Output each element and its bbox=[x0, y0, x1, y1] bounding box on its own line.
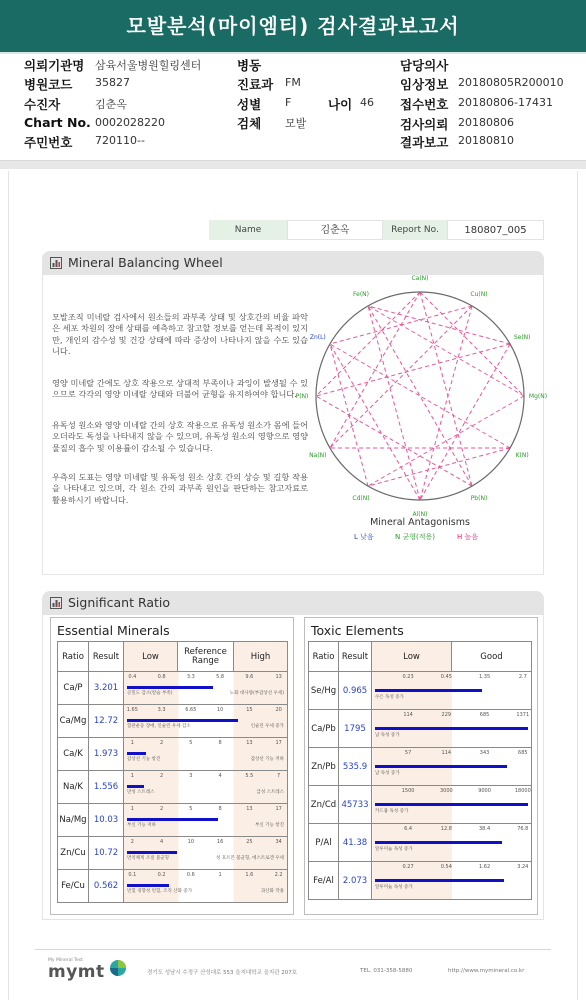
tick-label: 1 bbox=[130, 740, 134, 746]
note-low: 갑상선 기능 항진 bbox=[127, 757, 161, 762]
tick-label: 15 bbox=[246, 707, 253, 713]
tick-label: 1.65 bbox=[126, 707, 138, 713]
bar-chart-icon bbox=[50, 597, 62, 609]
receipt-no-label: 접수번호 bbox=[400, 97, 449, 112]
note-low: 골밀도 감소(칼슘 부족) bbox=[127, 691, 173, 696]
ratio-result: 10.72 bbox=[89, 837, 124, 870]
essential-row bbox=[58, 672, 288, 705]
tick-label: 1 bbox=[130, 806, 134, 812]
tick-label: 5 bbox=[189, 740, 193, 746]
ratio-bar-cell bbox=[372, 824, 532, 862]
requested-label: 검사의뢰 bbox=[400, 117, 449, 132]
tick-label: 0.6 bbox=[186, 872, 195, 878]
ess-header-result: Result bbox=[89, 642, 124, 672]
tick-label: 12.8 bbox=[440, 826, 452, 832]
note-low: 알루미늄 독성 증가 bbox=[375, 847, 413, 852]
ratio-bar-cell bbox=[124, 705, 288, 738]
ratio-bar-cell bbox=[124, 870, 288, 903]
tick-label: 7 bbox=[277, 773, 281, 779]
essential-row bbox=[58, 738, 288, 771]
wheel-element-labels bbox=[296, 275, 547, 518]
tick-label: 1 bbox=[130, 773, 134, 779]
note-high: 부신 기능 항진 bbox=[255, 823, 284, 828]
note-low: 혈관운동 장애, 인슐린 우세 감소 bbox=[127, 724, 191, 729]
note-high: 급성 스트레스 bbox=[256, 790, 284, 795]
ratio-name: Zn/Cu bbox=[58, 837, 89, 870]
tick-label: 17 bbox=[275, 806, 282, 812]
ratio-result: 1.556 bbox=[89, 771, 124, 804]
ess-header-high: High bbox=[234, 642, 288, 672]
antagonism-line bbox=[330, 344, 420, 503]
result-bar bbox=[375, 689, 482, 692]
wheel-caption: Mineral Antagonisms bbox=[370, 517, 470, 528]
chart-no-value: 0002028220 bbox=[95, 116, 165, 129]
patient-value: 김춘옥 bbox=[95, 98, 127, 111]
wheel-label-8: Na(N) bbox=[309, 452, 327, 459]
age-label: 나이 bbox=[328, 97, 353, 112]
tick-label: 0.27 bbox=[402, 864, 414, 870]
tick-label: 0.45 bbox=[440, 674, 452, 680]
wheel-label-10: Zn(L) bbox=[309, 334, 326, 341]
ratio-name: Ca/Mg bbox=[58, 705, 89, 738]
doctor-label: 담당의사 bbox=[400, 58, 449, 73]
ratio-result: 12.72 bbox=[89, 705, 124, 738]
tick-label: 3.3 bbox=[157, 707, 166, 713]
note-low: 면역체계 조절 불균형 bbox=[127, 856, 169, 861]
specimen-label: 검체 bbox=[237, 116, 262, 131]
essential-row bbox=[58, 837, 288, 870]
tick-label: 114 bbox=[441, 750, 452, 756]
footer-website: http://www.mymineral.co.kr bbox=[448, 968, 525, 974]
toxic-row bbox=[309, 748, 532, 786]
ess-header-reference-1: Reference bbox=[184, 646, 227, 657]
department-value: FM bbox=[285, 76, 301, 89]
resident-no-label: 주민번호 bbox=[24, 135, 73, 150]
tick-label: 6.4 bbox=[404, 826, 413, 832]
note-high: 성 호르몬 불균형, 에스트로겐 우세 bbox=[215, 856, 284, 861]
tick-label: 3000 bbox=[439, 788, 453, 794]
tick-label: 3.3 bbox=[186, 674, 195, 680]
wheel-label-5: Pb(N) bbox=[470, 495, 488, 503]
institution-label: 의뢰기관명 bbox=[24, 58, 85, 73]
footer-address: 경기도 성남시 수정구 산성대로 553 을지대학교 을지관 207호 bbox=[147, 970, 298, 976]
ratio-bar-cell bbox=[372, 862, 532, 900]
tick-label: 2 bbox=[160, 806, 164, 812]
wheel-label-9: P(N) bbox=[295, 393, 309, 400]
result-bar bbox=[127, 686, 213, 689]
wheel-label-0: Ca(N) bbox=[411, 275, 429, 282]
tick-label: 20 bbox=[275, 707, 282, 713]
note-low: 수은 독성 증가 bbox=[375, 695, 404, 700]
tick-label: 25 bbox=[246, 839, 253, 845]
ess-header-low: Low bbox=[124, 642, 178, 672]
mbw-paragraph-1: 모발조직 미네랄 검사에서 원소들의 과부족 상태 및 상호간의 비율 파악은 세포 차원의 장애 상태를 예측하고 참고할 정보를 얻는데 목적이 있지만, 개인의 감수성 및 건강 상태에 따라 증상이 나타나지 않을 수도 있습니다. bbox=[52, 312, 308, 356]
sr-title: Significant Ratio bbox=[68, 595, 171, 610]
tick-label: 2.7 bbox=[518, 674, 527, 680]
tick-label: 13 bbox=[246, 806, 253, 812]
tick-label: 343 bbox=[479, 750, 490, 756]
mbw-paragraph-4: 우측의 도표는 영양 미네랄 및 유독성 원소 상호 간의 상승 및 길항 작용을 나타내고 있으며, 각 원소 간의 과부족 원인을 판단하는 참고자료로 활용하시기 바랍니다. bbox=[52, 472, 308, 505]
ratio-bar-cell bbox=[372, 710, 532, 748]
tick-label: 2.2 bbox=[274, 872, 283, 878]
result-bar bbox=[127, 719, 238, 722]
tick-label: 17 bbox=[275, 740, 282, 746]
tick-label: 38.4 bbox=[478, 826, 491, 832]
resident-no-value: 720110-- bbox=[95, 134, 145, 147]
tick-label: 114 bbox=[403, 712, 413, 718]
ratio-name: Ca/K bbox=[58, 738, 89, 771]
hospital-code-label: 병원코드 bbox=[24, 77, 73, 92]
tox-header-result: Result bbox=[339, 642, 372, 672]
specimen-value: 모발 bbox=[285, 117, 307, 130]
antagonism-line bbox=[368, 448, 510, 486]
tick-label: 1.35 bbox=[478, 674, 491, 680]
tick-label: 13 bbox=[246, 740, 253, 746]
ratio-name: Zn/Pb bbox=[309, 748, 339, 786]
wheel-label-7: Cd(N) bbox=[352, 495, 370, 503]
ratio-bar-cell bbox=[124, 738, 288, 771]
ratio-result: 45733 bbox=[339, 786, 372, 824]
note-low: 납 독성 증가 bbox=[375, 771, 400, 776]
logo-icon bbox=[109, 959, 127, 977]
footer-line bbox=[35, 949, 551, 950]
tick-label: 34 bbox=[275, 839, 282, 845]
tick-label: 685 bbox=[518, 750, 528, 756]
wheel-label-1: Cu(N) bbox=[470, 290, 488, 298]
tick-label: 1 bbox=[218, 872, 222, 878]
clinical-info-value: 20180805R200010 bbox=[458, 76, 564, 89]
ratio-name: Zn/Cd bbox=[309, 786, 339, 824]
tick-label: 3.24 bbox=[517, 864, 529, 870]
reported-value: 20180810 bbox=[458, 134, 514, 147]
ratio-result: 0.965 bbox=[339, 672, 372, 710]
toxic-table bbox=[308, 641, 532, 900]
tick-label: 0.54 bbox=[440, 864, 452, 870]
sex-label: 성별 bbox=[237, 97, 262, 112]
tick-label: 5.5 bbox=[245, 773, 254, 779]
ratio-name: P/Al bbox=[309, 824, 339, 862]
wheel-label-2: Se(N) bbox=[513, 334, 531, 341]
ratio-bar-cell bbox=[372, 748, 532, 786]
tick-label: 2 bbox=[160, 740, 164, 746]
header-divider bbox=[0, 160, 586, 169]
tick-label: 0.23 bbox=[402, 674, 414, 680]
tick-label: 1500 bbox=[401, 788, 415, 794]
essential-table bbox=[57, 641, 288, 903]
tick-label: 18000 bbox=[514, 788, 531, 794]
wheel-label-4: K(N) bbox=[515, 452, 529, 459]
antagonism-line bbox=[316, 396, 472, 486]
note-low: 부신 기능 저하 bbox=[127, 823, 156, 828]
tick-label: 1.6 bbox=[245, 872, 254, 878]
essential-title: Essential Minerals bbox=[57, 623, 170, 638]
legend-low: L 낮음 bbox=[354, 533, 374, 541]
toxic-row bbox=[309, 824, 532, 862]
note-high: 인슐린 우세 증가 bbox=[250, 724, 284, 729]
ratio-bar-cell bbox=[124, 672, 288, 705]
result-bar bbox=[375, 803, 528, 806]
ratio-result: 0.562 bbox=[89, 870, 124, 903]
tick-label: 5.8 bbox=[216, 674, 225, 680]
result-bar bbox=[375, 841, 502, 844]
tick-label: 8 bbox=[218, 740, 222, 746]
ratio-name: Ca/Pb bbox=[309, 710, 339, 748]
essential-row bbox=[58, 705, 288, 738]
tick-label: 685 bbox=[479, 712, 490, 718]
ess-header-reference-2: Range bbox=[192, 655, 219, 666]
chart-no-label: Chart No. bbox=[24, 115, 91, 130]
department-label: 진료과 bbox=[237, 77, 274, 92]
ratio-result: 535.9 bbox=[339, 748, 372, 786]
tick-label: 3 bbox=[189, 773, 193, 779]
tick-label: 2 bbox=[130, 839, 134, 845]
toxic-row bbox=[309, 786, 532, 824]
mineral-wheel bbox=[295, 275, 548, 572]
toxic-row bbox=[309, 672, 532, 710]
tox-header-good: Good bbox=[452, 642, 532, 672]
wheel-label-11: Fe(N) bbox=[353, 290, 369, 298]
tick-label: 1371 bbox=[516, 712, 530, 718]
toxic-title: Toxic Elements bbox=[311, 623, 404, 638]
result-bar bbox=[375, 765, 507, 768]
ratio-name: Na/Mg bbox=[58, 804, 89, 837]
ratio-bar-cell bbox=[124, 771, 288, 804]
receipt-no-value: 20180806-17431 bbox=[458, 96, 553, 109]
footer-tel: TEL. 031-358-5880 bbox=[360, 968, 413, 974]
ratio-bar-cell bbox=[372, 672, 532, 710]
toxic-row bbox=[309, 862, 532, 900]
sex-value: F bbox=[285, 96, 292, 109]
ratio-bar-cell bbox=[372, 786, 532, 824]
ratio-result: 41.38 bbox=[339, 824, 372, 862]
ratio-name: Ca/P bbox=[58, 672, 89, 705]
result-bar bbox=[127, 818, 218, 821]
bar-chart-icon bbox=[50, 257, 62, 269]
clinical-info-label: 임상정보 bbox=[400, 77, 449, 92]
tick-label: 9.6 bbox=[245, 674, 254, 680]
mymt-logo: mymt bbox=[48, 962, 105, 982]
wheel-label-3: Mg(N) bbox=[528, 393, 548, 400]
note-low: 알루미늄 독성 증가 bbox=[375, 885, 413, 890]
mbw-section-header bbox=[42, 251, 544, 275]
ratio-name: Fe/Al bbox=[309, 862, 339, 900]
ratio-name: Na/K bbox=[58, 771, 89, 804]
note-low: 만성 스트레스 bbox=[127, 790, 155, 795]
ratio-result: 1795 bbox=[339, 710, 372, 748]
antagonism-line bbox=[368, 306, 524, 396]
reported-label: 결과보고 bbox=[400, 135, 449, 150]
report-no-value: 180807_005 bbox=[447, 220, 544, 240]
essential-row bbox=[58, 771, 288, 804]
name-value: 김춘옥 bbox=[287, 220, 383, 240]
legend-normal: N 균형(적용) bbox=[395, 533, 435, 541]
sr-section-header bbox=[42, 591, 544, 615]
result-bar bbox=[375, 879, 504, 882]
legend-high: H 높음 bbox=[457, 533, 479, 541]
tick-label: 229 bbox=[441, 712, 452, 718]
requested-value: 20180806 bbox=[458, 116, 514, 129]
tick-label: 8 bbox=[218, 806, 222, 812]
note-high: 과산화 작용 bbox=[260, 889, 284, 894]
mbw-paragraph-3: 유독성 원소와 영양 미네랄 간의 상호 작용으로 유독성 원소가 몸에 들어오더라도 독성을 나타내지 않을 수 있으며, 유독성 원소의 영향으로 영양 물질의 흡수 및 이용률이 감소될 수 있습니다. bbox=[52, 420, 308, 453]
title-underline bbox=[0, 52, 586, 54]
report-title: 모발분석(마이엠티) 검사결과보고서 bbox=[0, 0, 586, 52]
note-low: 납 독성 증가 bbox=[375, 733, 400, 738]
antagonism-lines bbox=[316, 292, 524, 503]
name-label: Name bbox=[209, 220, 287, 240]
toxic-row bbox=[309, 710, 532, 748]
tick-label: 57 bbox=[404, 750, 412, 756]
tick-label: 10 bbox=[216, 707, 224, 713]
tick-label: 13 bbox=[275, 674, 282, 680]
patient-label: 수진자 bbox=[24, 97, 61, 112]
ratio-result: 2.073 bbox=[339, 862, 372, 900]
ratio-bar-cell bbox=[124, 837, 288, 870]
tox-header-ratio: Ratio bbox=[309, 642, 339, 672]
essential-row bbox=[58, 804, 288, 837]
antagonism-line bbox=[368, 306, 472, 486]
tick-label: 16 bbox=[216, 839, 224, 845]
mbw-paragraph-2: 영양 미네랄 간에도 상호 작용으로 상대적 부족이나 과잉이 발생될 수 있으므로 각각의 영양 미네랄 상태와 더불어 균형을 유지하여야 합니다. bbox=[52, 378, 308, 400]
essential-row bbox=[58, 870, 288, 903]
tick-label: 1.62 bbox=[478, 864, 491, 870]
ratio-name: Fe/Cu bbox=[58, 870, 89, 903]
tick-label: 2 bbox=[160, 773, 164, 779]
ratio-name: Se/Hg bbox=[309, 672, 339, 710]
hospital-code-value: 35827 bbox=[95, 76, 130, 89]
result-bar bbox=[127, 752, 146, 755]
ess-header-reference bbox=[178, 642, 234, 672]
result-bar bbox=[127, 785, 144, 788]
note-high: 노화 대사량(부갑상선 우세) bbox=[229, 691, 284, 696]
result-bar bbox=[127, 851, 177, 854]
tick-label: 0.1 bbox=[128, 872, 137, 878]
mbw-title: Mineral Balancing Wheel bbox=[68, 255, 223, 270]
ess-header-ratio: Ratio bbox=[58, 642, 89, 672]
antagonism-line bbox=[330, 306, 472, 448]
ratio-bar-cell bbox=[124, 804, 288, 837]
logo-tagline: My Mineral Test bbox=[48, 958, 83, 963]
tick-label: 0.2 bbox=[157, 872, 166, 878]
tick-label: 6.65 bbox=[185, 707, 197, 713]
ratio-result: 1.973 bbox=[89, 738, 124, 771]
ratio-result: 10.03 bbox=[89, 804, 124, 837]
tick-label: 5 bbox=[189, 806, 193, 812]
age-value: 46 bbox=[360, 96, 374, 109]
tick-label: 9000 bbox=[478, 788, 491, 794]
tick-label: 4 bbox=[218, 773, 222, 779]
tick-label: 10 bbox=[187, 839, 195, 845]
result-bar bbox=[127, 884, 169, 887]
result-bar bbox=[375, 727, 528, 730]
antagonism-line bbox=[420, 292, 472, 486]
note-high: 갑상선 기능 저하 bbox=[250, 757, 284, 762]
report-no-label: Report No. bbox=[383, 220, 447, 240]
ward-label: 병동 bbox=[237, 58, 262, 73]
ratio-result: 3.201 bbox=[89, 672, 124, 705]
tick-label: 4 bbox=[160, 839, 164, 845]
antagonism-line bbox=[368, 306, 510, 344]
tick-label: 76.8 bbox=[517, 826, 529, 832]
tick-label: 0.4 bbox=[128, 674, 137, 680]
tox-header-low: Low bbox=[372, 642, 452, 672]
note-low: 빈혈 경향성 빈혈, 조직 산화 증가 bbox=[127, 889, 193, 894]
institution-value: 삼육서울병원힐링센터 bbox=[95, 59, 202, 72]
wheel-label-6: Al(N) bbox=[412, 511, 428, 518]
tick-label: 0.8 bbox=[157, 674, 166, 680]
note-low: 카드뮴 독성 증가 bbox=[375, 809, 409, 814]
